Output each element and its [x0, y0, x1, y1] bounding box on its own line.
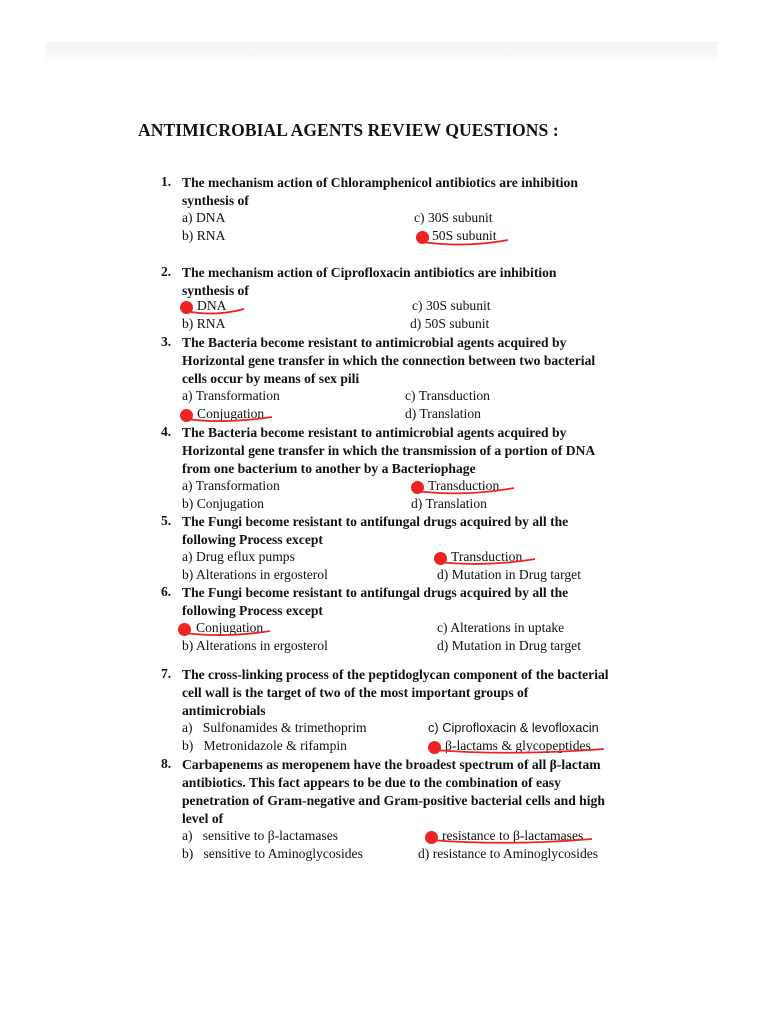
- option-b-selected: Conjugation: [197, 406, 265, 421]
- option-b: b) RNA: [182, 228, 226, 243]
- option-a: a) Sulfonamides & trimethoprim: [182, 720, 367, 735]
- option-b: b) Alterations in ergosterol: [182, 567, 328, 582]
- option-d-selected: 50S subunit: [432, 228, 497, 243]
- option-a: a) Transformation: [182, 388, 280, 403]
- question-number: 8.: [161, 756, 172, 771]
- option-d: d) 50S subunit: [410, 316, 490, 331]
- question-text-line: The Fungi become resistant to antifungal drugs acquired by all the: [182, 585, 569, 600]
- question-text-line: Horizontal gene transfer in which the connection between two bacterial: [182, 353, 596, 368]
- question-text-line: following Process except: [182, 603, 323, 618]
- option-b: b) Conjugation: [182, 496, 264, 511]
- question-text-line: Horizontal gene transfer in which the transmission of a portion of DNA: [182, 443, 596, 458]
- option-d: d) resistance to Aminoglycosides: [418, 846, 599, 861]
- option-c: c) Transduction: [405, 388, 490, 403]
- option-d: d) Mutation in Drug target: [437, 567, 581, 582]
- question-text-line: The Fungi become resistant to antifungal drugs acquired by all the: [182, 514, 569, 529]
- option-a: a) Drug eflux pumps: [182, 549, 295, 564]
- question-number: 6.: [161, 584, 172, 599]
- option-b: b) RNA: [182, 316, 226, 331]
- question-number: 7.: [161, 666, 172, 681]
- scan-top-shadow: [46, 42, 718, 60]
- question-text-line: Carbapenems as meropenem have the broadest spectrum of all β-lactam: [182, 757, 601, 772]
- question-number: 2.: [161, 264, 172, 279]
- option-d: d) Mutation in Drug target: [437, 638, 581, 653]
- option-c-selected: Transduction: [428, 478, 500, 493]
- question-text-line: cell wall is the target of two of the most important groups of: [182, 685, 529, 700]
- question-text-line: following Process except: [182, 532, 323, 547]
- option-d-selected: β-lactams & glycopeptides: [445, 738, 591, 753]
- question-text-line: penetration of Gram-negative and Gram-positive bacterial cells and high: [182, 793, 605, 808]
- option-b: b) Alterations in ergosterol: [182, 638, 328, 653]
- question-text-line: synthesis of: [182, 283, 249, 298]
- question-text-line: from one bacterium to another by a Bacteriophage: [182, 461, 476, 476]
- question-text-line: antimicrobials: [182, 703, 266, 718]
- question-text-line: The mechanism action of Chloramphenicol antibiotics are inhibition: [182, 175, 578, 190]
- option-b: b) Metronidazole & rifampin: [182, 738, 347, 753]
- option-a: a) sensitive to β-lactamases: [182, 828, 339, 843]
- option-d: d) Translation: [405, 406, 481, 421]
- option-c-selected: Transduction: [451, 549, 523, 564]
- question-text-line: The cross-linking process of the peptidoglycan component of the bacterial: [182, 667, 609, 682]
- question-text-line: The Bacteria become resistant to antimicrobial agents acquired by: [182, 425, 567, 440]
- page-title: ANTIMICROBIAL AGENTS REVIEW QUESTIONS :: [138, 120, 559, 140]
- question-text-line: The mechanism action of Ciprofloxacin antibiotics are inhibition: [182, 265, 557, 280]
- question-text-line: level of: [182, 811, 224, 826]
- option-a-selected: Conjugation: [196, 620, 264, 635]
- answer-underline: [420, 236, 520, 248]
- question-number: 3.: [161, 334, 172, 349]
- option-c: c) Ciprofloxacin & levofloxacin: [428, 720, 599, 735]
- option-a: a) DNA: [182, 210, 226, 225]
- option-c: c) 30S subunit: [414, 210, 493, 225]
- option-a: a) Transformation: [182, 478, 280, 493]
- question-number: 5.: [161, 513, 172, 528]
- question-text-line: synthesis of: [182, 193, 249, 208]
- option-c: c) Alterations in uptake: [437, 620, 565, 635]
- question-number: 4.: [161, 424, 172, 439]
- option-c: c) 30S subunit: [412, 298, 491, 313]
- option-c-selected: resistance to β-lactamases: [442, 828, 584, 843]
- question-text-line: antibiotics. This fact appears to be due to the combination of easy: [182, 775, 561, 790]
- question-text-line: cells occur by means of sex pili: [182, 371, 360, 386]
- option-a-selected: DNA: [197, 298, 227, 313]
- option-d: d) Translation: [411, 496, 487, 511]
- option-b: b) sensitive to Aminoglycosides: [182, 846, 363, 861]
- question-text-line: The Bacteria become resistant to antimicrobial agents acquired by: [182, 335, 567, 350]
- question-number: 1.: [161, 174, 172, 189]
